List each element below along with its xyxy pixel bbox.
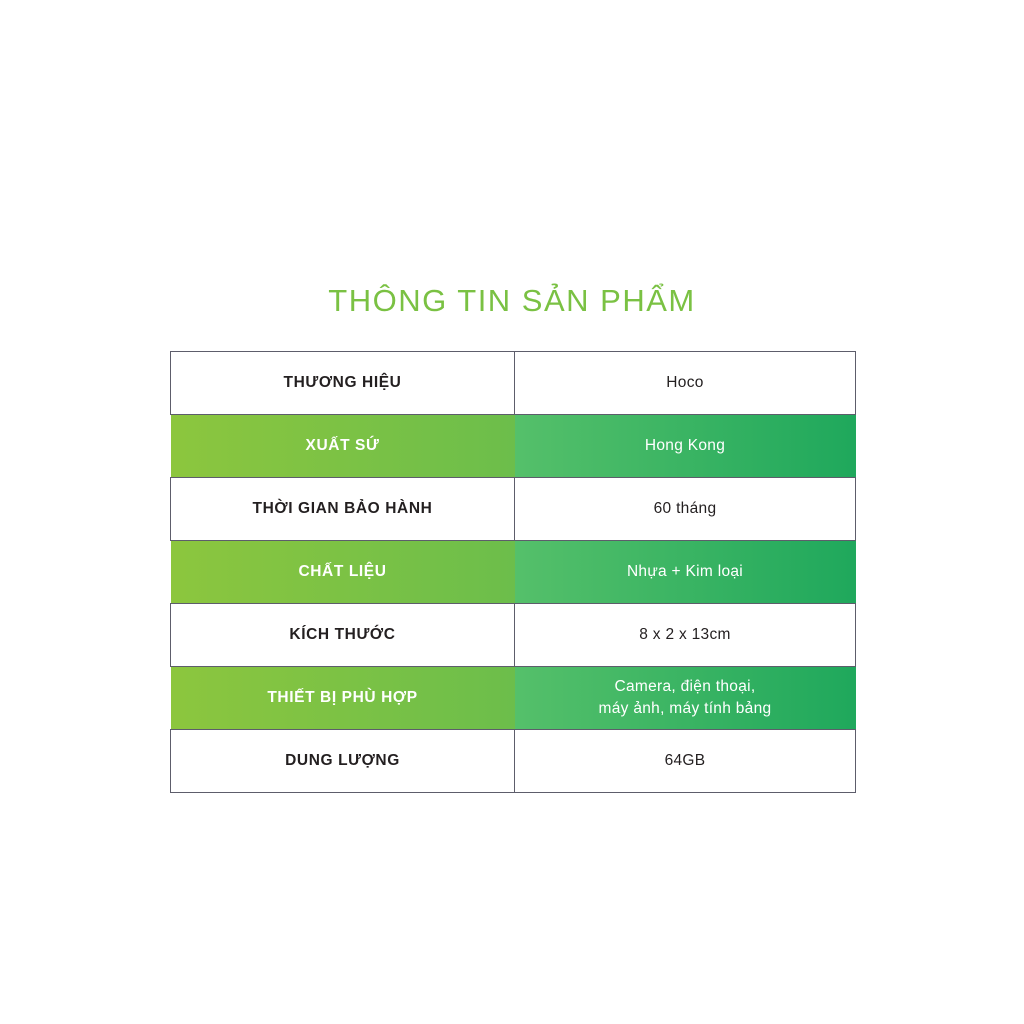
page-title: THÔNG TIN SẢN PHẨM (328, 283, 696, 318)
spec-label: THỜI GIAN BẢO HÀNH (171, 478, 515, 541)
spec-value: 64GB (515, 730, 856, 793)
spec-label: THIẾT BỊ PHÙ HỢP (171, 667, 515, 730)
spec-label: XUẤT SỨ (171, 415, 515, 478)
spec-value-line-2: máy ảnh, máy tính bảng (598, 700, 772, 717)
table-row (171, 541, 856, 604)
spec-value-line-1: Camera, điện thoại, (614, 677, 756, 695)
spec-value (515, 667, 856, 730)
spec-value: Hong Kong (515, 415, 856, 478)
spec-value: Nhựa + Kim loại (515, 541, 856, 604)
table-row (171, 478, 856, 541)
product-spec-table (170, 351, 856, 793)
table-row (171, 667, 856, 730)
spec-label: KÍCH THƯỚC (171, 604, 515, 667)
spec-label: THƯƠNG HIỆU (171, 352, 515, 415)
table-row (171, 604, 856, 667)
spec-value: 8 x 2 x 13cm (515, 604, 856, 667)
table-row (171, 415, 856, 478)
table-row (171, 352, 856, 415)
spec-value: 60 tháng (515, 478, 856, 541)
spec-label: CHẤT LIỆU (171, 541, 515, 604)
spec-label: DUNG LƯỢNG (171, 730, 515, 793)
table-row (171, 730, 856, 793)
spec-value: Hoco (515, 352, 856, 415)
